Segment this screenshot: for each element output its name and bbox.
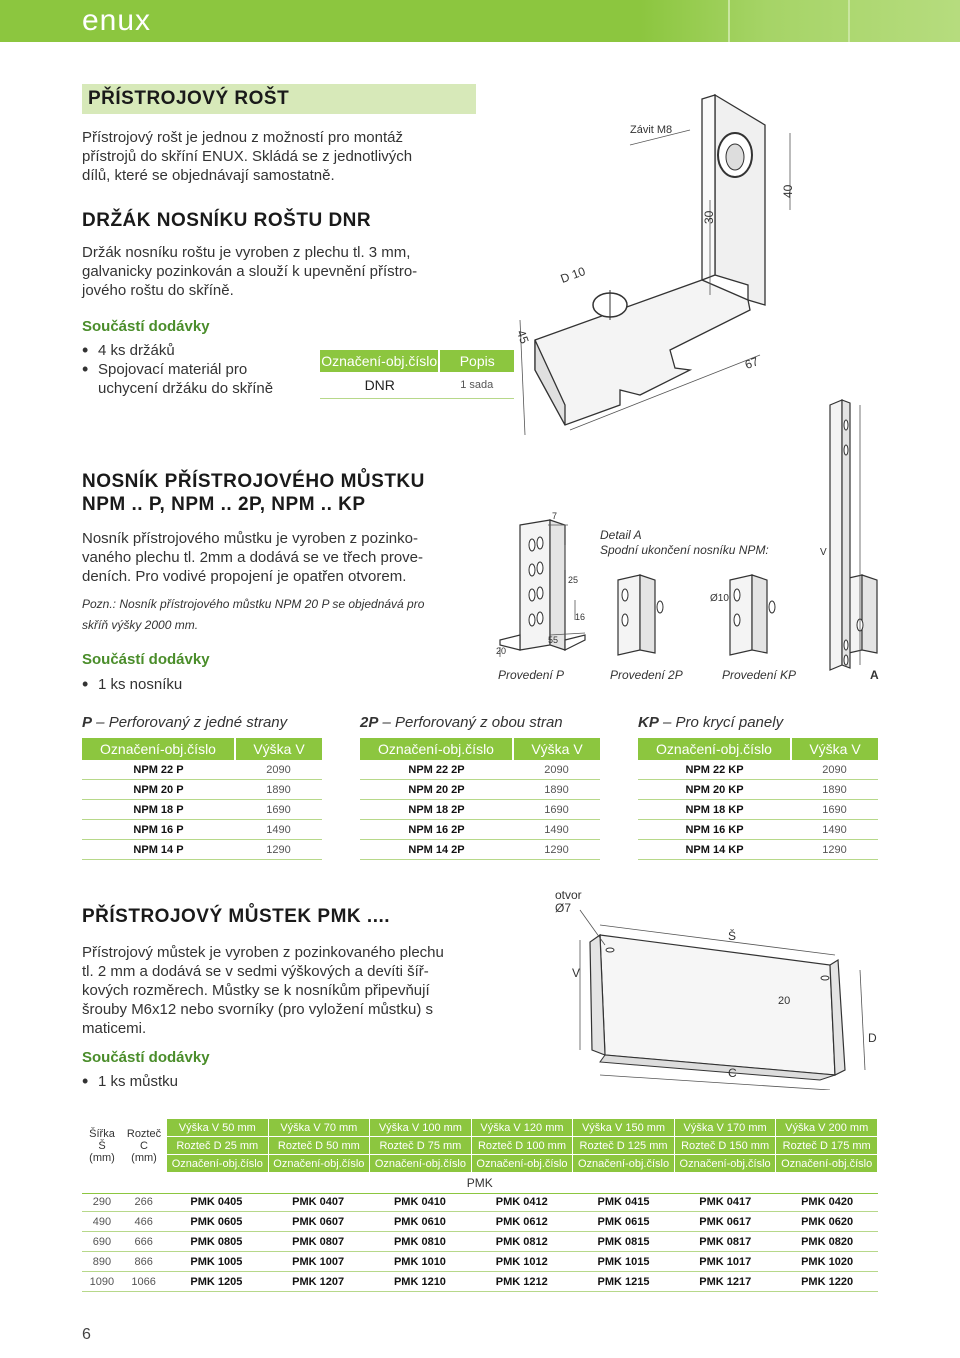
col-header-code: Označení-obj.číslo [573, 1155, 675, 1173]
table-cell: 890 [82, 1252, 122, 1272]
text-line: maticemi. [82, 1020, 147, 1037]
table-cell: PMK 1005 [166, 1252, 268, 1272]
col-header-height: Výška V 170 mm [674, 1119, 776, 1137]
table-cell: 1490 [235, 820, 322, 840]
col-header-height: Výška V 200 mm [776, 1119, 878, 1137]
table-cell: PMK 0405 [166, 1192, 268, 1212]
caption-tag: 2P [360, 714, 379, 731]
table-cell: 1690 [791, 800, 878, 820]
table-cell: PMK 1020 [776, 1252, 878, 1272]
col-header-height: Výška V 150 mm [573, 1119, 675, 1137]
intro-text [82, 128, 482, 185]
table-row [360, 820, 600, 840]
dim-v: V [820, 547, 827, 558]
table-cell: PMK 0820 [776, 1232, 878, 1252]
table-row [638, 840, 878, 860]
col-header-pitch-d: Rozteč D 50 mm [268, 1137, 370, 1155]
col-header: Označení-obj.číslo [82, 738, 235, 760]
table-cell: PMK 0815 [573, 1232, 675, 1252]
table-cell: PMK 1220 [776, 1272, 878, 1292]
table-cell: PMK 1007 [267, 1252, 369, 1272]
pmk-text [82, 943, 492, 1038]
col-header-pitch-d: Rozteč D 125 mm [573, 1137, 675, 1155]
pmk-drawing [490, 880, 910, 1090]
col-header-pitch [122, 1119, 167, 1173]
table-cell: PMK 1012 [471, 1252, 573, 1272]
col-header: Označení-obj.číslo [638, 738, 791, 760]
table-row [82, 1192, 878, 1212]
table-row [360, 760, 600, 780]
dim-67: 67 [743, 354, 761, 372]
table-row [360, 780, 600, 800]
list-item-continuation [82, 379, 312, 398]
text-line: Držák nosníku roštu je vyroben z plechu tl. 3 mm, [82, 244, 411, 261]
table-cell: PMK 1015 [573, 1252, 675, 1272]
table-cell: PMK 0610 [369, 1212, 471, 1232]
table-cell: 266 [122, 1192, 166, 1212]
section-title-rost: PŘÍSTROJOVÝ ROŠT [82, 84, 476, 114]
table-caption-kp: KP – Pro krycí panely [638, 714, 784, 731]
dim-55: 55 [548, 635, 559, 645]
header-stripe [640, 0, 960, 42]
col-header-code: Označení-obj.číslo [471, 1155, 573, 1173]
hole-diameter: Ø7 [555, 901, 572, 915]
table-row [82, 820, 322, 840]
header-line: C [140, 1139, 148, 1152]
table-cell: 1490 [791, 820, 878, 840]
dim-45: 45 [513, 328, 532, 346]
caption-tag: KP [638, 714, 659, 731]
table-cell: 1290 [235, 840, 322, 860]
text-line: vaného plechu tl. 2mm a dodává se ve třech prove- [82, 549, 424, 566]
table-cell: 2090 [791, 760, 878, 780]
text-line: šrouby M6x12 nebo svorníky (pro vyložení můstku) s [82, 1001, 433, 1018]
table-cell: 1290 [791, 840, 878, 860]
text-line: dílů, které se objednávají samostatně. [82, 167, 335, 184]
table-cell: 466 [122, 1212, 166, 1232]
table-cell: NPM 14 2P [360, 840, 513, 860]
col-header: Výška V [791, 738, 878, 760]
table-cell: 2090 [235, 760, 322, 780]
table-cell: PMK 1215 [573, 1272, 675, 1292]
table-cell: 2090 [513, 760, 600, 780]
otvor-label: otvor [555, 888, 582, 902]
table-cell: PMK 0620 [776, 1212, 878, 1232]
header-line: (mm) [131, 1151, 157, 1164]
dim-c: C [728, 1066, 737, 1080]
col-header-pitch-d: Rozteč D 175 mm [776, 1137, 878, 1155]
list-item: • 4 ks držáků [82, 341, 312, 360]
table-cell: PMK 0607 [267, 1212, 369, 1232]
caption-desc: Pro krycí panely [675, 714, 784, 731]
table-cell: PMK 0612 [471, 1212, 573, 1232]
supply-label: Součástí dodávky [82, 318, 210, 335]
caption-desc: Perforovaný z obou stran [395, 714, 563, 731]
table-row [638, 800, 878, 820]
table-cell: PMK 0810 [369, 1232, 471, 1252]
table-cell: PMK 0617 [674, 1212, 776, 1232]
table-caption-2p: 2P – Perforovaný z obou stran [360, 714, 563, 731]
table-cell: 1066 [122, 1272, 166, 1292]
dim-7: 7 [552, 511, 558, 521]
text-line: skříň výšky 2000 mm. [82, 618, 199, 632]
table-cell: PMK 1205 [166, 1272, 268, 1292]
table-cell: NPM 20 2P [360, 780, 513, 800]
table-cell: PMK 0605 [166, 1212, 268, 1232]
pmk-table-body [82, 1192, 878, 1292]
dim-d: D [868, 1031, 877, 1045]
npm-drawing [490, 395, 960, 690]
table-cell: PMK 1210 [369, 1272, 471, 1292]
col-header: Popis [439, 350, 514, 372]
table-cell: NPM 18 KP [638, 800, 791, 820]
col-header-pitch-d: Rozteč D 25 mm [167, 1137, 269, 1155]
table-cell: 866 [122, 1252, 166, 1272]
table-cell: PMK 1010 [369, 1252, 471, 1272]
dim-16: 16 [575, 612, 586, 622]
col-header-code: Označení-obj.číslo [268, 1155, 370, 1173]
col-header: Výška V [513, 738, 600, 760]
table-cell: 290 [82, 1192, 122, 1212]
dim-v: V [572, 966, 581, 980]
page-number: 6 [82, 1326, 91, 1343]
col-header-height: Výška V 120 mm [471, 1119, 573, 1137]
list-item: • Spojovací materiál pro [82, 360, 312, 379]
npm-text [82, 529, 492, 586]
supply-label: Součástí dodávky [82, 651, 210, 668]
table-cell: PMK 1217 [674, 1272, 776, 1292]
dnr-title: DRŽÁK NOSNÍKU ROŠTU DNR [82, 210, 372, 231]
dim-25: 25 [568, 575, 579, 585]
table-cell: PMK 0407 [267, 1192, 369, 1212]
col-header-code: Označení-obj.číslo [776, 1155, 878, 1173]
brand-logo: enux [82, 4, 152, 37]
supply-list [82, 1072, 178, 1091]
list-item: • 1 ks můstku [82, 1072, 178, 1091]
npm-table-kp [638, 738, 878, 860]
table-cell: NPM 20 P [82, 780, 235, 800]
table-cell: NPM 16 P [82, 820, 235, 840]
pmk-subheader: PMK [82, 1173, 878, 1194]
text-line: kových rozměrech. Můstky se k nosníkům připevňují [82, 982, 430, 999]
pmk-table [82, 1118, 878, 1194]
table-row [638, 780, 878, 800]
text-line: Nosník přístrojového můstku NPM 20 P se objednává pro [116, 597, 425, 611]
thread-label: Závit M8 [630, 124, 673, 136]
col-header-width [82, 1119, 122, 1173]
dim-d10: Ø10 [710, 593, 729, 604]
col-header-pitch-d: Rozteč D 150 mm [674, 1137, 776, 1155]
dnr-drawing [490, 85, 810, 435]
dnr-text [82, 243, 482, 300]
npm-title: NOSNÍK PŘÍSTROJOVÉHO MŮSTKU [82, 471, 425, 492]
text-line: Přístrojový rošt je jednou z možností pro montáž [82, 129, 403, 146]
col-header-code: Označení-obj.číslo [674, 1155, 776, 1173]
col-header-code: Označení-obj.číslo [167, 1155, 269, 1173]
table-cell: NPM 16 KP [638, 820, 791, 840]
table-cell: PMK 1207 [267, 1272, 369, 1292]
supply-list [82, 675, 182, 694]
variant-kp-label: Provedení KP [722, 668, 797, 682]
table-cell: 490 [82, 1212, 122, 1232]
d10-label: D 10 [558, 264, 588, 286]
table-cell: 1890 [791, 780, 878, 800]
table-cell: 1290 [513, 840, 600, 860]
table-row [360, 840, 600, 860]
col-header-pitch-d: Rozteč D 75 mm [370, 1137, 472, 1155]
header-line: Šířka [89, 1127, 115, 1140]
table-cell: PMK 0417 [674, 1192, 776, 1212]
table-row [82, 800, 322, 820]
table-cell: 1690 [513, 800, 600, 820]
dim-20: 20 [496, 646, 507, 656]
col-header-height: Výška V 50 mm [167, 1119, 269, 1137]
dim-40: 40 [781, 184, 795, 198]
table-cell: 1490 [513, 820, 600, 840]
text-line: uchycení držáku do skříně [98, 380, 274, 397]
variant-p-label: Provedení P [498, 668, 565, 682]
supply-label: Součástí dodávky [82, 1049, 210, 1066]
header-divider [848, 0, 850, 42]
table-cell: PMK 0817 [674, 1232, 776, 1252]
table-row [82, 840, 322, 860]
header-line: Rozteč [126, 1127, 162, 1140]
npm-table-p [82, 738, 322, 860]
list-item: • 1 ks nosníku [82, 675, 182, 694]
col-header-pitch-d: Rozteč D 100 mm [471, 1137, 573, 1155]
table-cell-code: DNR [320, 372, 439, 399]
variant-2p-label: Provedení 2P [610, 668, 683, 682]
table-row [638, 760, 878, 780]
table-cell: 666 [122, 1232, 166, 1252]
table-row [82, 780, 322, 800]
header-line: (mm) [89, 1151, 115, 1164]
table-cell: PMK 1212 [471, 1272, 573, 1292]
table-cell: PMK 1017 [674, 1252, 776, 1272]
table-cell: PMK 0805 [166, 1232, 268, 1252]
table-cell: NPM 18 2P [360, 800, 513, 820]
table-row [82, 1252, 878, 1272]
table-cell: NPM 20 KP [638, 780, 791, 800]
table-cell: NPM 22 P [82, 760, 235, 780]
table-cell: PMK 0812 [471, 1232, 573, 1252]
col-header-code: Označení-obj.číslo [370, 1155, 472, 1173]
text-line: Nosník přístrojového můstku je vyroben z pozinko- [82, 530, 418, 547]
dnr-table [320, 350, 514, 399]
npm-table-2p [360, 738, 600, 860]
text-line: přístrojů do skříní ENUX. Skládá se z jednotlivých [82, 148, 413, 165]
table-cell: NPM 14 KP [638, 840, 791, 860]
caption-tag: P [82, 714, 93, 731]
table-row [82, 1272, 878, 1292]
table-cell: NPM 14 P [82, 840, 235, 860]
table-cell: 1690 [235, 800, 322, 820]
text-line: tl. 2 mm a dodává se v sedmi výškových a devíti šíř- [82, 963, 429, 980]
table-row [638, 820, 878, 840]
table-row [360, 800, 600, 820]
col-header-height: Výška V 100 mm [370, 1119, 472, 1137]
table-cell: NPM 22 KP [638, 760, 791, 780]
detail-a-marker: A [870, 668, 879, 682]
table-cell: 1090 [82, 1272, 122, 1292]
table-cell: 690 [82, 1232, 122, 1252]
table-cell-desc: 1 sada [439, 372, 514, 399]
npm-title-variants: NPM .. P, NPM .. 2P, NPM .. KP [82, 494, 366, 515]
table-cell: PMK 0615 [573, 1212, 675, 1232]
text-line: galvanicky pozinkován a slouží k upevnění přístro- [82, 263, 418, 280]
supply-list [82, 341, 312, 398]
detail-a-label: Detail A [600, 528, 642, 542]
table-cell: PMK 0420 [776, 1192, 878, 1212]
table-cell: 1890 [513, 780, 600, 800]
table-row [82, 1232, 878, 1252]
table-caption-p: P – Perforovaný z jedné strany [82, 714, 288, 731]
table-cell: NPM 22 2P [360, 760, 513, 780]
col-header: Výška V [235, 738, 322, 760]
dim-s: Š [728, 929, 737, 943]
table-cell: PMK 0807 [267, 1232, 369, 1252]
table-row [82, 760, 322, 780]
header-line: Š [98, 1139, 106, 1152]
caption-desc: Perforovaný z jedné strany [108, 714, 288, 731]
table-cell: NPM 18 P [82, 800, 235, 820]
text-line: deních. Pro vodivé propojení je opatřen otvorem. [82, 568, 407, 585]
dim-20: 20 [778, 995, 791, 1007]
table-row [82, 1212, 878, 1232]
text-line: Přístrojový můstek je vyroben z pozinkovaného plechu [82, 944, 444, 961]
detail-a-text: Spodní ukončení nosníku NPM: [600, 543, 769, 557]
table-cell: 1890 [235, 780, 322, 800]
table-cell: PMK 0415 [573, 1192, 675, 1212]
dim-30: 30 [702, 210, 716, 224]
col-header: Označení-obj.číslo [320, 350, 439, 372]
table-cell: PMK 0410 [369, 1192, 471, 1212]
pmk-title: PŘÍSTROJOVÝ MŮSTEK PMK .... [82, 902, 470, 932]
table-cell: NPM 16 2P [360, 820, 513, 840]
table-cell: PMK 0412 [471, 1192, 573, 1212]
note-label: Pozn.: [82, 597, 117, 611]
col-header: Označení-obj.číslo [360, 738, 513, 760]
col-header-height: Výška V 70 mm [268, 1119, 370, 1137]
header-divider [728, 0, 730, 42]
text-line: jového roštu do skříně. [82, 282, 234, 299]
npm-note [82, 594, 492, 636]
